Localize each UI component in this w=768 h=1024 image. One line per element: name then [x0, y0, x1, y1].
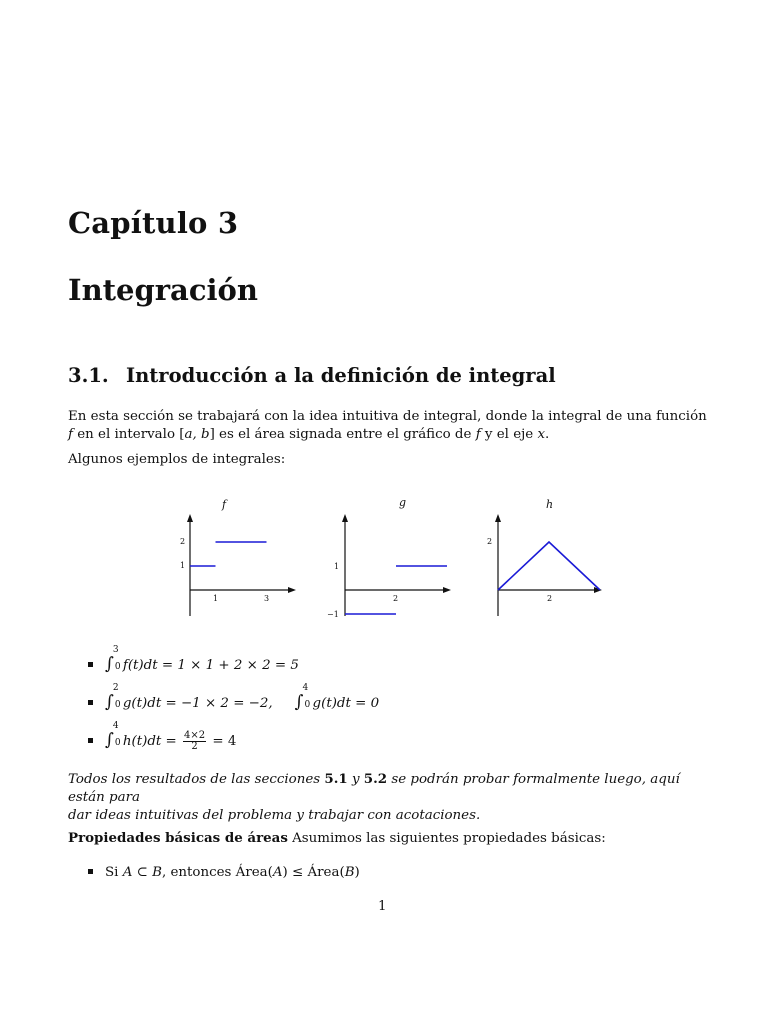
section-number: 3.1. — [68, 364, 109, 387]
x-tick-label: 1 — [213, 594, 219, 603]
y-tick-label: 2 — [180, 537, 186, 546]
integral-sign: ∫ — [294, 692, 304, 712]
list-item: ∫ 2 0 g(t)dt = −1 × 2 = −2, ∫ 4 0 g(t)dt = 0 — [88, 692, 379, 712]
list-item: ∫ 3 0 f(t)dt = 1 × 1 + 2 × 2 = 5 — [88, 654, 299, 674]
properties-heading: Propiedades básicas de áreas — [68, 830, 288, 846]
integral-expression: g(t)dt = −1 × 2 = −2, — [122, 696, 273, 711]
y-tick-label: 1 — [180, 561, 186, 570]
bullet-marker — [88, 662, 93, 667]
section-heading — [68, 364, 556, 387]
x-axis-arrow — [443, 587, 451, 593]
plot-h — [478, 488, 618, 623]
section-title: Introducción a la definición de integral — [126, 364, 556, 387]
note-paragraph — [68, 770, 708, 825]
properties-paragraph: Propiedades básicas de áreas Asumimos las siguientes propiedades básicas: — [68, 830, 606, 846]
integral-expression: h(t)dt = — [122, 734, 181, 749]
plot-title: f — [222, 498, 227, 511]
x-tick-label: 2 — [393, 594, 399, 603]
y-tick-label: 2 — [487, 537, 493, 546]
x-axis-arrow — [288, 587, 296, 593]
x-tick-label: 2 — [547, 594, 553, 603]
intro-line-1: En esta sección se trabajará con la idea intuitiva de integral, donde la integral de una función — [68, 409, 707, 424]
intro-paragraph — [68, 408, 708, 444]
bullet-marker — [88, 700, 93, 705]
page-number: 1 — [378, 899, 387, 914]
y-axis-arrow — [187, 514, 193, 522]
integral-sign: ∫ — [105, 730, 114, 750]
y-tick-label: −1 — [327, 610, 339, 619]
bullet-marker — [88, 869, 93, 874]
plot-title: h — [546, 498, 554, 511]
plot-f — [170, 488, 310, 623]
chapter-title: Integración — [68, 273, 258, 307]
x-tick-label: 3 — [264, 594, 270, 603]
intro-line-2: f en el intervalo [a, b] es el área signada entre el gráfico de f y el eje x. — [68, 427, 550, 442]
integral-expression: g(t)dt = 0 — [312, 696, 380, 711]
bullet-marker — [88, 738, 93, 743]
function-segment — [498, 542, 600, 590]
integral-sign: ∫ — [105, 692, 114, 712]
y-axis-arrow — [495, 514, 501, 522]
chapter-heading: Capítulo 3 — [68, 206, 239, 240]
list-item: Si A ⊂ B, entonces Área(A) ≤ Área(B) — [88, 865, 360, 880]
fraction: $\frac{4\times 2}{2}$ — [184, 730, 206, 752]
note-line-2: dar ideas intuitivas del problema y trabajar con acotaciones. — [68, 808, 481, 823]
integral-expression: f(t)dt = 1 × 1 + 2 × 2 = 5 — [122, 658, 299, 673]
plot-title: g — [399, 496, 407, 509]
examples-label: Algunos ejemplos de integrales: — [68, 452, 286, 467]
y-axis-arrow — [342, 514, 348, 522]
list-item: ∫ 4 0 h(t)dt = $\frac{4\times 2}{2}$ = 4 — [88, 730, 236, 752]
y-tick-label: 1 — [334, 562, 340, 571]
integral-sign: ∫ — [105, 654, 114, 674]
plot-g — [320, 488, 460, 623]
note-line-1: Todos los resultados de las secciones 5.1 y 5.2 se podrán probar formalmente luego, aquí están para — [68, 771, 680, 805]
